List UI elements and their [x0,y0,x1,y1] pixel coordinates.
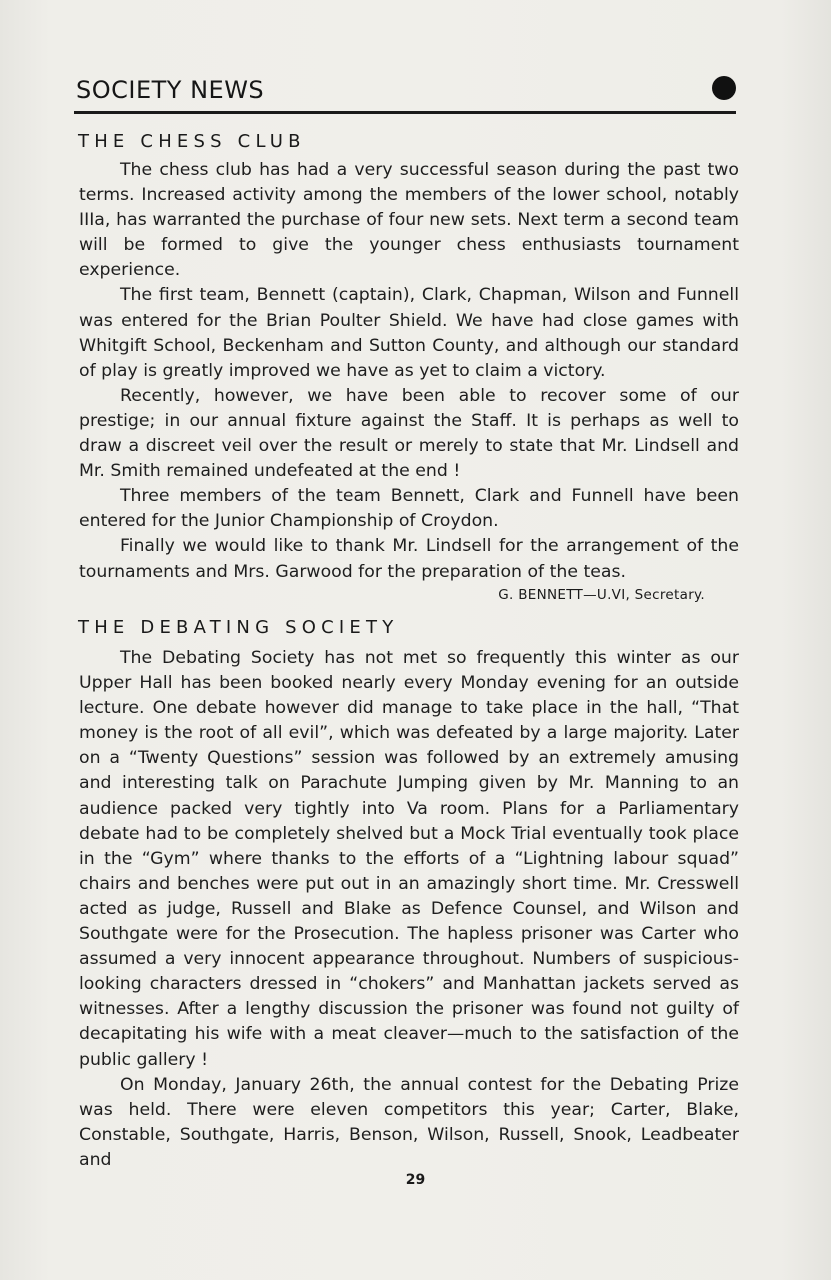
debating-paragraph: On Monday, January 26th, the annual contest for the Debating Prize was held. There were eleven competitors this year; Carter, Blake, Constable, Southgate, Harris, Benson, Wilson, Russell, Snook, Leadbeater and [79,1074,739,1170]
chess-paragraph: Three members of the team Bennett, Clark and Funnell have been entered for the Junior Championship of Croydon. [79,486,739,532]
section-heading-chess-club: THE CHESS CLUB [78,131,306,152]
debating-society-body [79,646,739,1173]
page-header [76,74,736,114]
header-rule [74,111,736,114]
chess-paragraph: The first team, Bennett (captain), Clark, Chapman, Wilson and Funnell was entered for the Brian Poulter Shield. We have had close games with Whitgift School, Beckenham and Sutton County, and although our standard of play is greatly improved we have as yet to claim a victory. [79,285,739,381]
chess-paragraph: The chess club has had a very successful season during the past two terms. Increased activity among the members of the lower school, notably IIIa, has warranted the purchase of four new sets. Next term a second team will be formed to give the younger chess enthusiasts tournament experience. [79,160,739,281]
chess-paragraph: Finally we would like to thank Mr. Lindsell for the arrangement of the tournaments and Mrs. Garwood for the preparation of the teas. [79,536,739,582]
bullet-dot-icon [712,76,736,100]
chess-club-body [79,158,739,585]
page-number: 29 [405,1172,426,1188]
chess-paragraph: Recently, however, we have been able to recover some of our prestige; in our annual fixture against the Staff. It is perhaps as well to draw a discreet veil over the result or merely to state that Mr. Lindsell and Mr. Smith remained undefeated at the end ! [79,385,739,482]
debating-paragraph: The Debating Society has not met so frequently this winter as our Upper Hall has been booked nearly every Monday evening for an outside lecture. One debate however did manage to take place in the hall, “That money is the root of all evil”, which was defeated by a large majority. Later on a “Twenty Questions” session was followed by an extremely amusing and interesting talk on Parachute Jumping given by Mr. Manning to an audience packed very tightly into Va room. Plans for a Parliamentary debate had to be completely shelved but a Mock Trial eventually took place in the “Gym” where thanks to the efforts of a “Lightning labour squad” chairs and benches were put out in an amazingly short time. Mr. Cresswell acted as judge, Russell and Blake as Defence Counsel, and Wilson and Southgate were for the Prosecution. The hapless prisoner was Carter who assumed a very innocent appearance throughout. Numbers of suspicious-looking characters dressed in “chokers” and Manhattan jackets served as witnesses. After a lengthy discussion the prisoner was found not guilty of decapitating his wife with a meat cleaver—much to the satisfaction of the public gallery ! [79,648,739,1070]
section-heading-debating-society: THE DEBATING SOCIETY [78,617,399,638]
chess-club-signature: G. BENNETT—U.VI, Secretary. [498,587,705,603]
page-title: SOCIETY NEWS [76,76,265,104]
